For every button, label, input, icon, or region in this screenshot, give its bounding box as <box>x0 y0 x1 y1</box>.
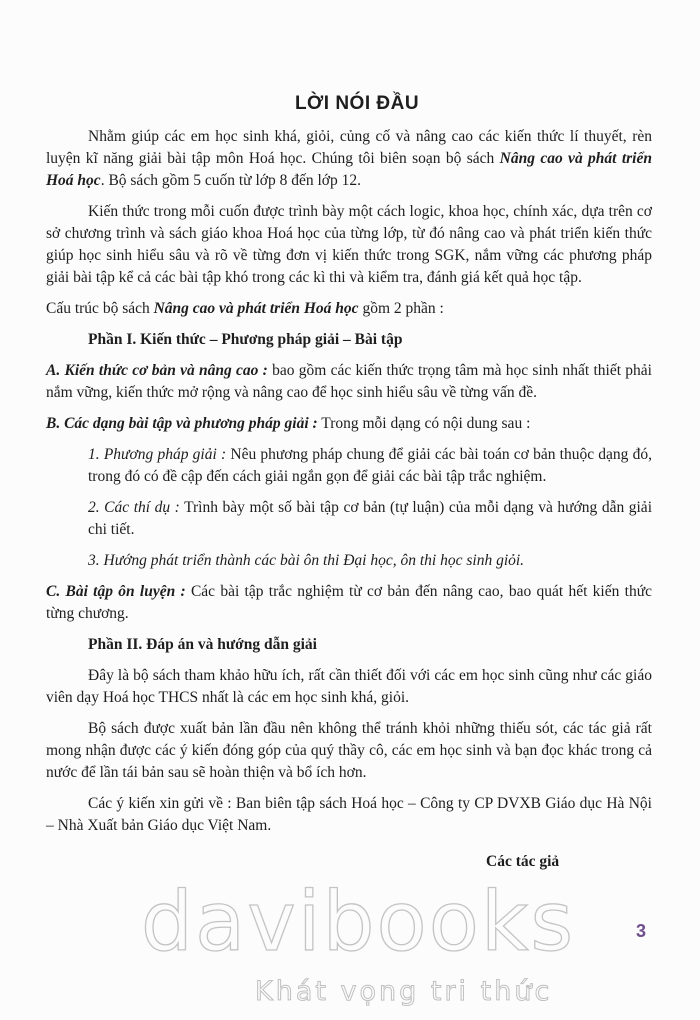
section-c-label: C. Bài tập ôn luyện : <box>46 583 186 600</box>
section-b-text: Trong mỗi dạng có nội dung sau : <box>317 415 531 432</box>
intro-text: Nhằm giúp các em học sinh khá, giỏi, củng cố và nâng cao các kiến thức lí thuyết, rèn luyện kĩ năng giải bài tập môn Hoá học. Chúng tôi biên soạn bộ sách <box>46 128 652 167</box>
section-b <box>46 413 652 435</box>
signature: Các tác giả <box>486 853 560 870</box>
structure-paragraph <box>46 298 652 320</box>
intro-paragraph <box>46 126 652 192</box>
contact-paragraph: Các ý kiến xin gửi về : Ban biên tập sách Hoá học – Công ty CP DVXB Giáo dục Hà Nội – Nhà Xuất bản Giáo dục Việt Nam. <box>46 795 652 834</box>
section-b1-text: Nêu phương pháp chung để giải các bài toán cơ bản thuộc dạng đó, trong đó có đề cập đến cách giải ngắn gọn để giải các bài tập trắc nghiệm. <box>88 446 652 485</box>
section-b2 <box>88 497 652 541</box>
section-b-label: B. Các dạng bài tập và phương pháp giải : <box>46 415 318 432</box>
section-b2-label: 2. Các thí dụ : <box>88 499 180 516</box>
structure-text: Cấu trúc bộ sách <box>46 300 154 317</box>
page-number: 3 <box>636 921 647 941</box>
section-c-text: Các bài tập trắc nghiệm từ cơ bản đến nâng cao, bao quát hết kiến thức từng chương. <box>46 583 652 622</box>
section-b1 <box>88 444 652 488</box>
section-a-label: A. Kiến thức cơ bản và nâng cao : <box>46 362 268 379</box>
section-b2-text: Trình bày một số bài tập cơ bản (tự luận) của mỗi dạng và hướng dẫn giải chi tiết. <box>88 499 652 538</box>
intro-text-end: . Bộ sách gồm 5 cuốn từ lớp 8 đến lớp 12. <box>100 172 361 189</box>
feedback-paragraph: Bộ sách được xuất bản lần đầu nên không thể tránh khỏi những thiếu sót, các tác giả rất mong nhận được các ý kiến đóng góp của quý thầy cô, các em học sinh và bạn đọc khác trong cả nước để lần tái bản sau sẽ hoàn thiện và bổ ích hơn. <box>46 720 652 781</box>
section-b1-label: 1. Phương pháp giải : <box>88 446 227 463</box>
part-2-heading: Phần II. Đáp án và hướng dẫn giải <box>88 636 317 653</box>
book-title: Nâng cao và phát triển Hoá học <box>153 300 359 317</box>
book-title: Nâng cao và phát triển Hoá học <box>46 150 652 189</box>
section-c <box>46 581 652 625</box>
page-title: LỜI NÓI ĐẦU <box>294 93 420 114</box>
section-a <box>46 360 652 404</box>
part-1-heading: Phần I. Kiến thức – Phương pháp giải – Bài tập <box>88 331 403 348</box>
preface-body <box>46 126 652 846</box>
watermark-tagline: Khát vọng tri thức <box>255 976 553 1007</box>
usefulness-paragraph: Đây là bộ sách tham khảo hữu ích, rất cần thiết đối với các em học sinh cũng như các giáo viên dạy Hoá học THCS nhất là các em học sinh khá, giỏi. <box>46 667 652 706</box>
structure-text-end: gồm 2 phần : <box>358 300 444 317</box>
watermark-brand: davibooks <box>140 875 576 970</box>
section-b3: 3. Hướng phát triển thành các bài ôn thi Đại học, ôn thi học sinh giỏi. <box>88 552 525 569</box>
knowledge-paragraph: Kiến thức trong mỗi cuốn được trình bày một cách logic, khoa học, chính xác, dựa trên cơ sở chương trình và sách giáo khoa Hoá học của từng lớp, từ đó nâng cao và phát triển kiến thức giúp học sinh hiểu sâu và rõ về từng đơn vị kiến thức trong SGK, nắm vững các phương pháp giải bài tập kể cả các bài tập khó trong các kì thi và kiểm tra, đánh giá kết quả học tập. <box>46 203 652 286</box>
section-a-text: bao gồm các kiến thức trọng tâm mà học sinh nhất thiết phải nắm vững, kiến thức mở rộng và nâng cao để học sinh hiểu sâu về từng vấn đề. <box>46 362 652 401</box>
